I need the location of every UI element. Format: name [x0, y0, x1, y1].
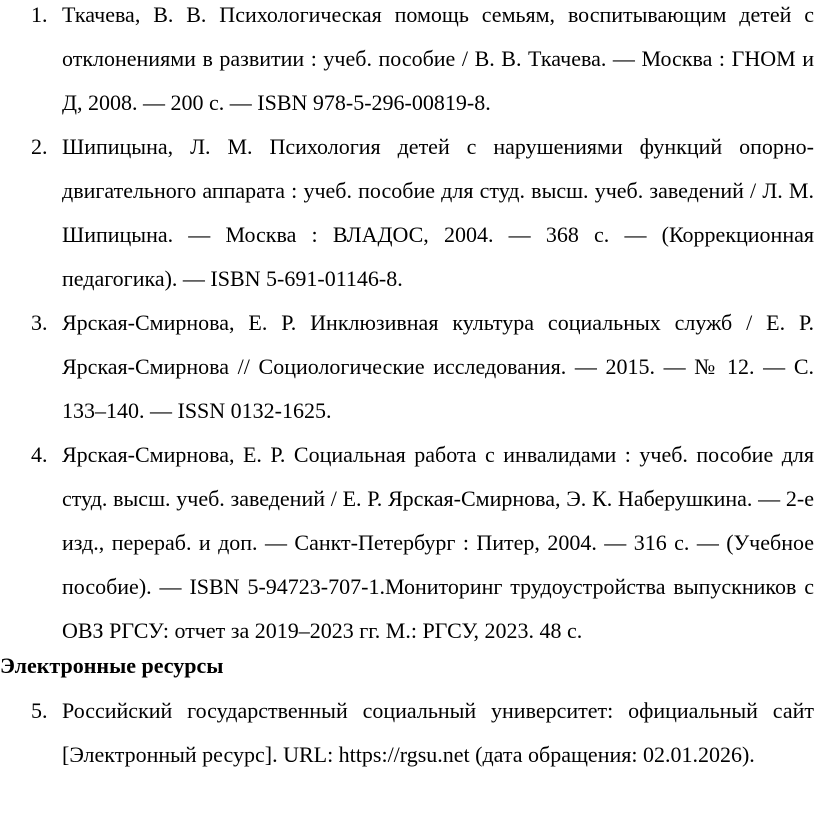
section-heading-electronic-resources: Электронные ресурсы [0, 653, 224, 678]
reference-item-5 [0, 689, 816, 777]
reference-item-4 [0, 433, 816, 653]
reference-number: 1. [31, 2, 48, 27]
reference-text: Ярская-Смирнова, Е. Р. Социальная работа с инвалидами : учеб. пособие для студ. высш. учеб. заведений / Е. Р. Ярская-Смирнова, Э. К. Наберушкина. — 2-е изд., перераб. и доп. — Санкт-Петербург : Питер, 2004. — 316 с. — (Учебное пособие). — ISBN 5-94723-707-1.Мониторинг трудоустройства выпускников с ОВЗ РГСУ: отчет за 2019–2023 гг. М.: РГСУ, 2023. 48 с. [62, 442, 814, 643]
reference-item-1 [0, 0, 816, 125]
reference-text: Шипицына, Л. М. Психология детей с нарушениями функций опорно-двигательного аппарата : учеб. пособие для студ. высш. учеб. заведений / Л. М. Шипицына. — Москва : ВЛАДОС, 2004. — 368 с. — (Коррекционная педагогика). — ISBN 5-691-01146-8. [62, 134, 814, 291]
reference-number: 3. [31, 310, 48, 335]
reference-number: 2. [31, 134, 48, 159]
reference-text: Российский государственный социальный университет: официальный сайт [Электронный ресурс]. URL: https://rgsu.net (дата обращения: 02.01.2026). [62, 698, 814, 767]
reference-text: Ткачева, В. В. Психологическая помощь семьям, воспитывающим детей с отклонениями в развитии : учеб. пособие / В. В. Ткачева. — Москва : ГНОМ и Д, 2008. — 200 с. — ISBN 978-5-296-00819-8. [62, 2, 814, 115]
reference-item-2 [0, 125, 816, 301]
reference-item-3 [0, 301, 816, 433]
electronic-reference-list [0, 689, 816, 777]
reference-number: 5. [31, 698, 48, 723]
reference-number: 4. [31, 442, 48, 467]
reference-text: Ярская-Смирнова, Е. Р. Инклюзивная культура социальных служб / Е. Р. Ярская-Смирнова // Социологические исследования. — 2015. — № 12. — С. 133–140. — ISSN 0132-1625. [62, 310, 814, 423]
